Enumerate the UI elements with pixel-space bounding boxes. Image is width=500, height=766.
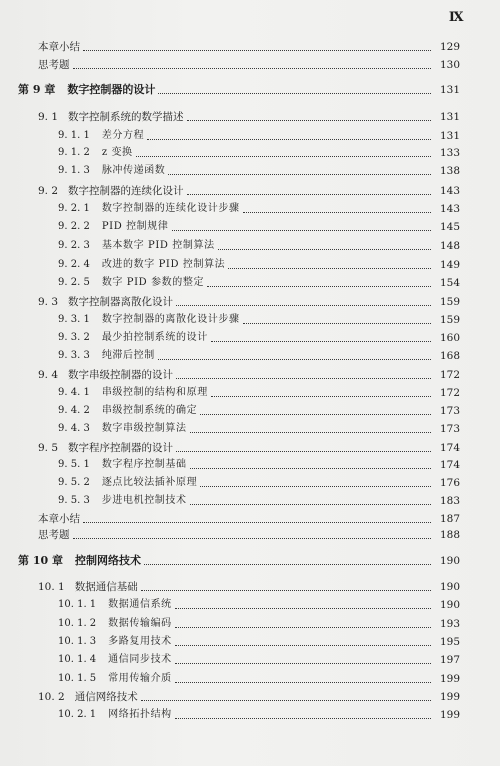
toc-entry-number: 10. 1 — [38, 581, 65, 593]
dot-leader — [141, 700, 431, 701]
toc-entry[interactable] — [0, 256, 460, 272]
toc-entry-page: 131 — [439, 130, 460, 142]
toc-entry-page: 173 — [439, 423, 460, 435]
toc-entry-title — [18, 554, 141, 568]
toc-entry[interactable] — [0, 311, 460, 327]
toc-entry[interactable] — [0, 274, 460, 290]
toc-entry-page: 190 — [439, 555, 460, 567]
toc-entry-number: 10. 1. 3 — [58, 636, 97, 647]
toc-entry-page: 183 — [439, 495, 460, 507]
toc-entry-text: 网络拓扑结构 — [108, 709, 172, 720]
toc-entry-page: 172 — [439, 369, 460, 381]
dot-leader — [175, 645, 431, 646]
dot-leader — [200, 486, 431, 487]
toc-entry-number: 9. 1. 3 — [58, 165, 90, 176]
toc-entry-page: 188 — [439, 529, 460, 541]
toc-entry[interactable] — [0, 474, 460, 490]
toc-entry-page: 190 — [439, 599, 460, 611]
toc-entry-page: 159 — [439, 296, 460, 308]
dot-leader — [243, 323, 431, 324]
toc-entry-number: 9. 3. 2 — [58, 332, 90, 343]
toc-entry-number: 9. 2. 1 — [58, 203, 90, 214]
toc-entry-number: 9. 5. 3 — [58, 495, 90, 506]
toc-entry-text: 数字控制器的离散化设计步骤 — [101, 314, 240, 325]
dot-leader — [190, 468, 431, 469]
toc-entry[interactable] — [0, 402, 460, 418]
dot-leader — [187, 120, 431, 121]
toc-entry-page: 143 — [439, 203, 460, 215]
toc-entry-text: 数字 PID 参数的整定 — [101, 277, 205, 288]
toc-entry-text: 数字控制器离散化设计 — [68, 296, 174, 308]
toc-entry[interactable] — [0, 127, 460, 143]
toc-entry-number: 9. 2. 3 — [58, 240, 90, 251]
toc-entry-number: 9. 3. 1 — [58, 314, 90, 325]
toc-entry-text: 逐点比较法插补原理 — [101, 477, 198, 488]
toc-entry[interactable] — [0, 578, 460, 594]
toc-entry-text: 最少拍控制系统的设计 — [101, 332, 208, 343]
toc-entry-title — [58, 617, 172, 631]
toc-entry-text: 数据通信基础 — [74, 581, 138, 593]
toc-entry-title — [38, 295, 173, 309]
dot-leader — [200, 414, 431, 415]
dot-leader — [144, 564, 431, 565]
toc-entry-page: 160 — [439, 332, 460, 344]
toc-entry-page: 199 — [439, 709, 460, 721]
dot-leader — [243, 212, 431, 213]
dot-leader — [175, 682, 431, 683]
toc-entry-page: 145 — [439, 221, 460, 233]
toc-entry[interactable] — [0, 552, 460, 568]
dot-leader — [83, 522, 431, 523]
toc-entry-text: 数字控制器的设计 — [67, 83, 156, 96]
dot-leader — [190, 432, 431, 433]
toc-entry-number: 第 9 章 — [18, 83, 56, 96]
toc-entry-title — [58, 276, 204, 290]
dot-leader — [158, 93, 431, 94]
toc-entry-page: 143 — [439, 185, 460, 197]
toc-entry-title — [58, 386, 208, 400]
toc-entry-title — [58, 331, 208, 345]
toc-entry[interactable] — [0, 218, 460, 234]
toc-entry[interactable] — [0, 329, 460, 345]
toc-entry-title — [58, 202, 240, 216]
toc-entry-number: 9. 1. 2 — [58, 147, 90, 158]
toc-entry-number: 9. 2. 4 — [58, 259, 90, 270]
toc-entry[interactable] — [0, 384, 460, 400]
toc-entry-text: 通信网络技术 — [74, 691, 138, 703]
toc-entry-number: 第 10 章 — [18, 554, 63, 567]
dot-leader — [83, 50, 431, 51]
toc-entry-page: 131 — [439, 84, 460, 96]
toc-entry[interactable] — [0, 510, 460, 526]
toc-entry-number: 9. 2. 2 — [58, 221, 90, 232]
toc-entry-number: 10. 1. 2 — [58, 618, 97, 629]
toc-entry-title — [58, 635, 172, 649]
toc-entry-number: 9. 4. 3 — [58, 423, 90, 434]
toc-entry-number: 9. 1. 1 — [58, 130, 90, 141]
toc-entry-number: 9. 5. 2 — [58, 477, 90, 488]
toc-entry-text: 数字控制器的连续化设计步骤 — [101, 203, 240, 214]
toc-entry[interactable] — [0, 81, 460, 97]
dot-leader — [211, 396, 431, 397]
toc-entry-page: 129 — [439, 41, 460, 53]
toc-entry-title — [58, 146, 133, 160]
toc-entry-text: 本章小结 — [38, 513, 80, 525]
toc-entry-number: 10. 1. 1 — [58, 599, 97, 610]
toc-entry-title — [38, 368, 173, 382]
toc-entry-number: 9. 4 — [38, 369, 59, 381]
dot-leader — [207, 286, 431, 287]
dot-leader — [176, 451, 431, 452]
toc-entry-page: 174 — [439, 442, 460, 454]
toc-entry-number: 9. 3. 3 — [58, 350, 90, 361]
toc-entry-title — [58, 164, 165, 178]
toc-entry[interactable] — [0, 615, 460, 631]
toc-entry-title — [38, 512, 80, 526]
toc-entry[interactable] — [0, 347, 460, 363]
toc-entry-title — [38, 690, 138, 704]
toc-entry-text: 数字程序控制器的设计 — [68, 442, 174, 454]
toc-entry-text: 步进电机控制技术 — [101, 495, 187, 506]
toc-entry-number: 9. 4. 2 — [58, 405, 90, 416]
toc-entry-title — [38, 40, 80, 54]
toc-entry-text: 通信同步技术 — [108, 654, 172, 665]
toc-entry-title — [58, 458, 187, 472]
toc-entry-text: 思考题 — [38, 59, 70, 71]
toc-entry[interactable] — [0, 200, 460, 216]
toc-entry-text: 数字串级控制算法 — [101, 423, 187, 434]
toc-entry[interactable] — [0, 144, 460, 160]
dot-leader — [168, 174, 431, 175]
dot-leader — [176, 378, 431, 379]
toc-entry-title — [38, 580, 138, 594]
toc-entry[interactable] — [0, 38, 460, 54]
toc-entry-number: 10. 2. 1 — [58, 709, 97, 720]
toc-entry-page: 197 — [439, 654, 460, 666]
toc-entry-title — [58, 220, 169, 234]
dot-leader — [73, 68, 432, 69]
toc-entry-page: 173 — [439, 405, 460, 417]
toc-entry[interactable] — [0, 56, 460, 72]
toc-entry[interactable] — [0, 456, 460, 472]
toc-entry-text: 串级控制系统的确定 — [101, 405, 198, 416]
toc-entry[interactable] — [0, 526, 460, 542]
toc-entry-title — [58, 404, 197, 418]
toc-entry-text: 串级控制的结构和原理 — [101, 387, 208, 398]
toc-entry-number: 9. 1 — [38, 111, 59, 123]
toc-entry-page: 199 — [439, 673, 460, 685]
toc-entry-text: 控制网络技术 — [74, 554, 141, 567]
toc-entry-title — [58, 708, 172, 722]
dot-leader — [73, 538, 432, 539]
toc-entry-title — [38, 110, 184, 124]
toc-entry-text: 基本数字 PID 控制算法 — [101, 240, 215, 251]
dot-leader — [187, 194, 431, 195]
dot-leader — [141, 590, 431, 591]
toc-entry-text: 数字串级控制器的设计 — [68, 369, 174, 381]
toc-entry-text: 脉冲传递函数 — [101, 165, 166, 176]
dot-leader — [218, 249, 431, 250]
toc-entry-title — [58, 653, 172, 667]
toc-entry-text: PID 控制规律 — [101, 221, 169, 232]
toc-entry[interactable] — [0, 366, 460, 382]
toc-entry-number: 9. 4. 1 — [58, 387, 90, 398]
toc-entry-text: 数据通信系统 — [108, 599, 172, 610]
toc-entry-title — [58, 313, 240, 327]
toc-entry-page: 159 — [439, 314, 460, 326]
toc-entry-title — [58, 422, 187, 436]
toc-entry-number: 9. 5. 1 — [58, 459, 90, 470]
dot-leader — [172, 230, 432, 231]
toc-entry-text: 数字控制器的连续化设计 — [68, 185, 184, 197]
dot-leader — [136, 156, 431, 157]
toc-entry-page: 172 — [439, 387, 460, 399]
toc-entry-number: 9. 2. 5 — [58, 277, 90, 288]
toc-entry[interactable] — [0, 237, 460, 253]
toc-entry-title — [18, 83, 155, 97]
page-number: Ⅸ — [448, 10, 464, 25]
toc-entry-text: 本章小结 — [38, 41, 80, 53]
toc-entry[interactable] — [0, 162, 460, 178]
toc-entry-title — [38, 184, 184, 198]
toc-entry-text: 数字程序控制基础 — [101, 459, 187, 470]
toc-entry[interactable] — [0, 182, 460, 198]
toc-entry-page: 199 — [439, 691, 460, 703]
toc-entry-title — [58, 349, 155, 363]
toc-entry-title — [58, 258, 225, 272]
toc-entry-number: 9. 3 — [38, 296, 59, 308]
toc-entry-title — [58, 494, 187, 508]
toc-entry-page: 174 — [439, 459, 460, 471]
toc-entry-text: 数字控制系统的数学描述 — [68, 111, 184, 123]
toc-entry[interactable] — [0, 492, 460, 508]
toc-entry-title — [58, 129, 144, 143]
toc-entry-text: 纯滞后控制 — [101, 350, 155, 361]
dot-leader — [176, 305, 431, 306]
toc-entry[interactable] — [0, 596, 460, 612]
toc-entry[interactable] — [0, 651, 460, 667]
toc-entry[interactable] — [0, 439, 460, 455]
toc-entry-title — [38, 58, 70, 72]
dot-leader — [147, 139, 431, 140]
toc-entry-page: 193 — [439, 618, 460, 630]
toc-entry-title — [38, 441, 173, 455]
dot-leader — [228, 268, 431, 269]
toc-entry-page: 133 — [439, 147, 460, 159]
toc-entry-text: 改进的数字 PID 控制算法 — [101, 259, 226, 270]
toc-entry-number: 9. 5 — [38, 442, 59, 454]
dot-leader — [211, 341, 431, 342]
toc-entry-title — [58, 598, 172, 612]
toc-entry-page: 130 — [439, 59, 460, 71]
toc-entry-title — [58, 476, 197, 490]
toc-entry-text: 差分方程 — [101, 130, 145, 141]
toc-entry-text: z 变换 — [101, 147, 133, 158]
toc-entry-page: 195 — [439, 636, 460, 648]
toc-entry-title — [38, 528, 70, 542]
dot-leader — [190, 504, 431, 505]
toc-entry-page: 138 — [439, 165, 460, 177]
toc-entry[interactable] — [0, 670, 460, 686]
toc-entry-page: 148 — [439, 240, 460, 252]
toc-entry[interactable] — [0, 293, 460, 309]
toc-entry-page: 149 — [439, 259, 460, 271]
toc-entry-text: 多路复用技术 — [108, 636, 172, 647]
toc-entry-number: 10. 1. 5 — [58, 673, 97, 684]
toc-entry-title — [58, 239, 215, 253]
toc-entry-text: 常用传输介质 — [108, 673, 172, 684]
toc-entry-text: 数据传输编码 — [108, 618, 172, 629]
toc-entry[interactable] — [0, 688, 460, 704]
toc-entry[interactable] — [0, 420, 460, 436]
toc-entry-page: 131 — [439, 111, 460, 123]
dot-leader — [175, 608, 431, 609]
dot-leader — [158, 359, 431, 360]
toc-entry-page: 154 — [439, 277, 460, 289]
toc-entry[interactable] — [0, 633, 460, 649]
toc-entry-page: 176 — [439, 477, 460, 489]
toc-entry-page: 187 — [439, 513, 460, 525]
toc-entry[interactable] — [0, 706, 460, 722]
toc-entry[interactable] — [0, 108, 460, 124]
toc-entry-page: 168 — [439, 350, 460, 362]
toc-entry-number: 10. 2 — [38, 691, 65, 703]
toc-entry-text: 思考题 — [38, 529, 70, 541]
toc-entry-title — [58, 672, 172, 686]
dot-leader — [175, 718, 431, 719]
toc-entry-number: 9. 2 — [38, 185, 59, 197]
dot-leader — [175, 663, 431, 664]
toc-entry-number: 10. 1. 4 — [58, 654, 97, 665]
dot-leader — [175, 627, 431, 628]
toc-entry-page: 190 — [439, 581, 460, 593]
